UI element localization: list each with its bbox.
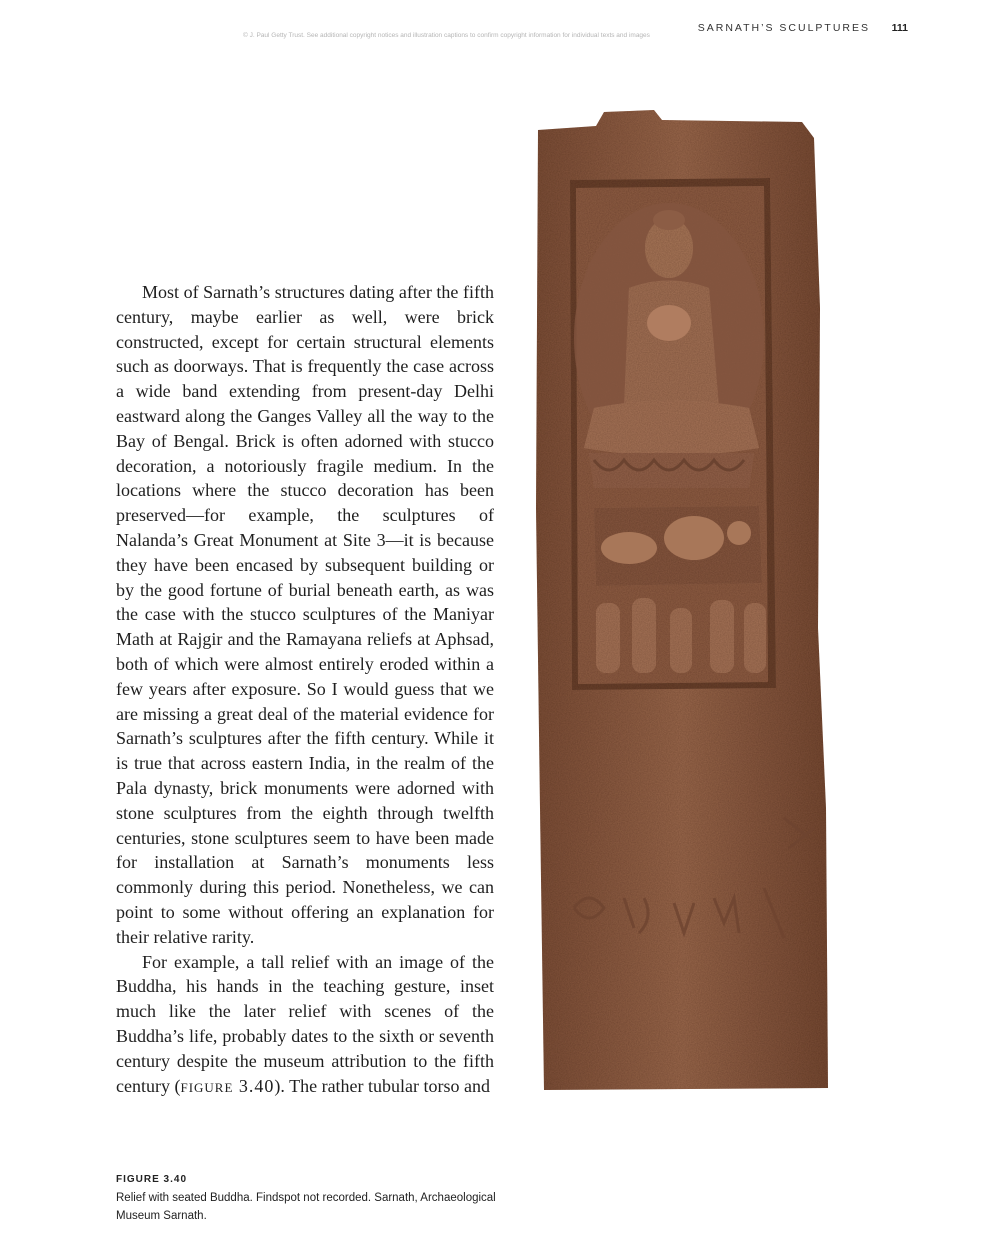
figure-caption (116, 1174, 496, 1225)
figure-label: FIGURE 3.40 (116, 1174, 188, 1185)
paragraph-text: For example, a tall relief with an image of the Buddha, his hands in the teaching gesture, inset much like the later relief with scenes of the Buddha’s life, probably dates to the sixth or seventh century despite the museum attribution to the fifth century ( (116, 951, 494, 1096)
page-number: 111 (891, 22, 908, 34)
paragraph (116, 950, 494, 1099)
figure-reference: figure 3.40 (180, 1075, 275, 1096)
relief-sculpture-image (534, 108, 830, 1094)
body-text (116, 280, 494, 1098)
caption-text: Relief with seated Buddha. Findspot not recorded. Sarnath, Archaeological Museum Sarnath. (116, 1192, 496, 1222)
paragraph-text: ). The rather tubular torso and (274, 1075, 491, 1096)
running-head: SARNATH’S SCULPTURES (697, 22, 870, 34)
paragraph: Most of Sarnath’s structures dating after the fifth century, maybe earlier as well, were brick constructed, except for certain structural elements such as doorways. That is frequently the case across a wide band extending from present-day Delhi eastward along the Ganges Valley all the way to the Bay of Bengal. Brick is often adorned with stucco decoration, a notoriously fragile medium. In the locations where the stucco decoration has been preserved—for example, the sculptures of Nalanda’s Great Monument at Site 3—it is because they have been encased by subsequent building or by the good fortune of burial beneath earth, as was the case with the stucco sculptures of the Maniyar Math at Rajgir and the Ramayana reliefs at Aphsad, both of which were almost entirely eroded within a few years after exposure. So I would guess that we are missing a great deal of the material evidence for Sarnath’s sculptures after the fifth century. While it is true that across eastern India, in the realm of the Pala dynasty, brick monuments were adorned with stone sculptures from the eighth through twelfth centuries, stone sculptures seem to have been made for installation at Sarnath’s monuments less commonly during this period. Nonetheless, we can point to some without offering an explanation for their relative rarity. (116, 282, 494, 947)
copyright-notice: © J. Paul Getty Trust. See additional copyright notices and illustration captions to confirm copyright information for individual texts and images (243, 32, 650, 39)
